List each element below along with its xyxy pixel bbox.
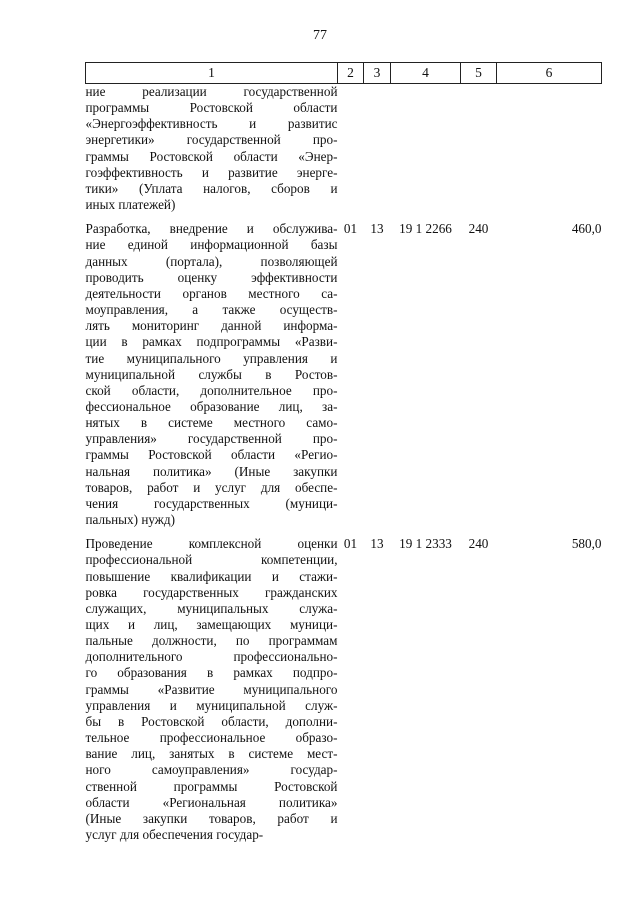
subsection-code bbox=[364, 84, 391, 214]
row-spacer bbox=[86, 213, 602, 221]
subsection-code: 13 bbox=[370, 221, 384, 237]
description-line: Разработка, внедрение и обслужива- bbox=[85, 221, 338, 237]
description-line: граммы Ростовской области «Регио- bbox=[85, 447, 338, 463]
description-line: товаров, работ и услуг для обеспе- bbox=[85, 479, 338, 495]
target-article-code: 19 1 2266 bbox=[399, 221, 452, 237]
subsection-code: 13 bbox=[370, 536, 384, 552]
table-row bbox=[86, 84, 602, 214]
description-line: служащих, муниципальных служа- bbox=[85, 600, 338, 616]
description-line: моуправления, а также осуществ- bbox=[85, 302, 338, 318]
description-line: Проведение комплексной оценки bbox=[85, 536, 338, 552]
table-row bbox=[86, 221, 602, 528]
section-code bbox=[338, 84, 364, 214]
amount-value bbox=[497, 84, 602, 214]
column-header-6: 6 bbox=[497, 63, 602, 84]
description-line: ровка государственных гражданских bbox=[85, 584, 338, 600]
row-description bbox=[86, 221, 338, 528]
budget-table bbox=[85, 62, 602, 843]
expense-type-code: 240 bbox=[468, 536, 489, 552]
table-body bbox=[86, 84, 602, 844]
description-line: услуг для обеспечения государ- bbox=[85, 827, 264, 843]
description-line: управления и муниципальной служ- bbox=[85, 697, 338, 713]
expense-type-code bbox=[461, 84, 497, 214]
description-line: управления» государственной про- bbox=[85, 431, 338, 447]
expense-type-code: 240 bbox=[468, 221, 489, 237]
column-header-1: 1 bbox=[86, 63, 338, 84]
description-line: го образования в рамках подпро- bbox=[85, 665, 338, 681]
description-line: муниципальной службы в Ростов- bbox=[85, 366, 338, 382]
description-line: профессиональной компетенции, bbox=[85, 552, 338, 568]
description-line: (Иные закупки товаров, работ и bbox=[85, 810, 338, 826]
column-header-5: 5 bbox=[461, 63, 497, 84]
description-line: ного самоуправления» государ- bbox=[85, 762, 338, 778]
row-description bbox=[86, 84, 338, 214]
amount-value: 460,0 bbox=[571, 221, 602, 237]
column-header-2: 2 bbox=[338, 63, 364, 84]
description-line: тики» (Уплата налогов, сборов и bbox=[85, 180, 338, 196]
description-line: гоэффективность и развитие энерге- bbox=[85, 164, 338, 180]
description-line: фессиональное образование лиц, за- bbox=[85, 398, 338, 414]
description-line: программы Ростовской области bbox=[85, 100, 338, 116]
description-line: деятельности органов местного са- bbox=[85, 285, 338, 301]
description-line: области «Региональная политика» bbox=[85, 794, 338, 810]
column-header-4: 4 bbox=[391, 63, 461, 84]
description-line: данных (портала), позволяющей bbox=[85, 253, 338, 269]
description-line: ции в рамках подпрограммы «Разви- bbox=[85, 334, 338, 350]
description-line: «Энергоэффективность и развитис bbox=[85, 116, 338, 132]
target-article-code: 19 1 2333 bbox=[399, 536, 452, 552]
column-header-3: 3 bbox=[364, 63, 391, 84]
description-line: повышение квалификации и стажи- bbox=[85, 568, 338, 584]
description-line: вание лиц, занятых в системе мест- bbox=[85, 746, 338, 762]
description-line: ственной программы Ростовской bbox=[85, 778, 338, 794]
description-line: ние единой информационной базы bbox=[85, 237, 338, 253]
amount-value: 580,0 bbox=[571, 536, 602, 552]
description-line: бы в Ростовской области, дополни- bbox=[85, 713, 338, 729]
description-line: дополнительного профессионально- bbox=[85, 649, 338, 665]
description-line: пальных) нужд) bbox=[85, 512, 176, 528]
table-row bbox=[86, 536, 602, 843]
description-line: проводить оценку эффективности bbox=[85, 269, 338, 285]
description-line: энергетики» государственной про- bbox=[85, 132, 338, 148]
description-line: граммы Ростовской области «Энер- bbox=[85, 148, 338, 164]
description-line: пальные должности, по программам bbox=[85, 633, 338, 649]
row-description bbox=[86, 536, 338, 843]
section-code: 01 bbox=[343, 221, 358, 237]
description-line: иных платежей) bbox=[85, 197, 176, 213]
description-line: нятых в системе местного само- bbox=[85, 415, 338, 431]
table-header-row bbox=[86, 63, 602, 84]
description-line: граммы «Развитие муниципального bbox=[85, 681, 338, 697]
description-line: ской области, дополнительное про- bbox=[85, 382, 338, 398]
description-line: тие муниципального управления и bbox=[85, 350, 338, 366]
page-number: 77 bbox=[313, 28, 327, 43]
section-code: 01 bbox=[343, 536, 358, 552]
description-line: щих и лиц, замещающих муници- bbox=[85, 617, 338, 632]
description-line: тельное профессиональное образо- bbox=[85, 730, 338, 746]
description-line: лять мониторинг данной информа- bbox=[85, 318, 338, 334]
row-spacer bbox=[86, 528, 602, 536]
description-line: нальная политика» (Иные закупки bbox=[85, 463, 338, 479]
description-line: ние реализации государственной bbox=[85, 84, 338, 99]
description-line: чения государственных (муници- bbox=[85, 495, 338, 511]
target-article-code bbox=[391, 84, 461, 214]
